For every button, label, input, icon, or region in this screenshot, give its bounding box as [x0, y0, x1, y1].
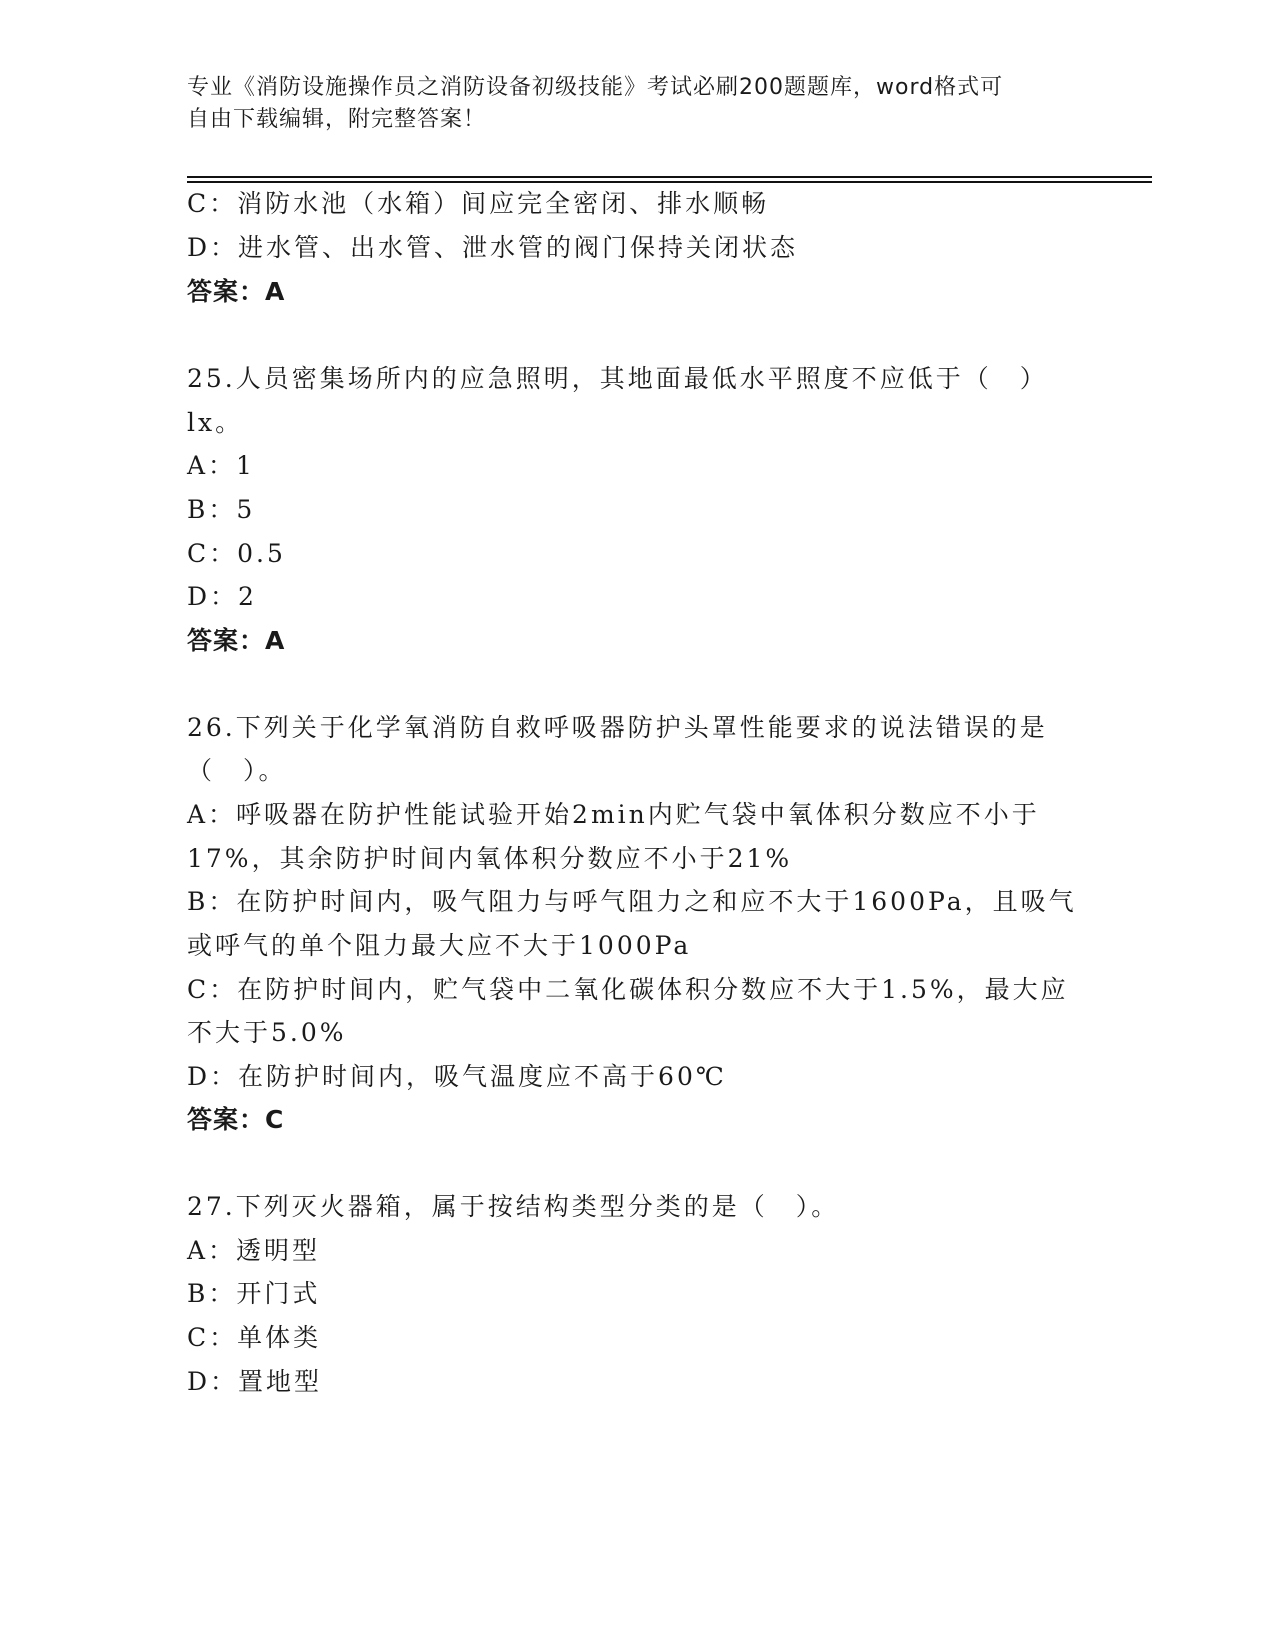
question-stem: 27.下列灭火器箱，属于按结构类型分类的是（ ）。: [187, 1192, 840, 1221]
option-d: D：进水管、出水管、泄水管的阀门保持关闭状态: [187, 233, 799, 262]
header-title-line-2: 自由下载编辑，附完整答案！: [187, 107, 487, 132]
answer-text: 答案：C: [187, 1105, 285, 1134]
answer-text: 答案：A: [187, 277, 286, 306]
question-stem: 25.人员密集场所内的应急照明，其地面最低水平照度不应低于（ ）: [187, 364, 1048, 393]
question-stem-continued: lx。: [187, 408, 244, 437]
option-c: C：0.5: [187, 539, 286, 568]
option-b: B：5: [187, 495, 256, 524]
option-a: A：1: [187, 451, 255, 480]
option-c: C：单体类: [187, 1323, 322, 1352]
option-c: C：消防水池（水箱）间应完全密闭、排水顺畅: [187, 189, 770, 218]
option-b: B：开门式: [187, 1279, 321, 1308]
option-d: D：在防护时间内，吸气温度应不高于60℃: [187, 1062, 727, 1091]
option-d: D：2: [187, 582, 257, 611]
question-stem-continued: （ ）。: [187, 756, 287, 785]
document-header: [187, 72, 1067, 136]
option-c: C：在防护时间内，贮气袋中二氧化碳体积分数应不大于1.5%，最大应: [187, 975, 1069, 1004]
option-b: B：在防护时间内，吸气阻力与呼气阻力之和应不大于1600Pa，且吸气: [187, 887, 1077, 916]
question-stem: 26.下列关于化学氧消防自救呼吸器防护头罩性能要求的说法错误的是: [187, 713, 1048, 742]
header-divider-top: [187, 176, 1152, 178]
option-a-continued: 17%，其余防护时间内氧体积分数应不小于21%: [187, 844, 793, 873]
header-divider-bottom: [187, 181, 1152, 183]
option-d: D：置地型: [187, 1367, 323, 1396]
option-c-continued: 不大于5.0%: [187, 1018, 347, 1047]
answer-text: 答案：A: [187, 626, 286, 655]
header-title-line-1: 专业《消防设施操作员之消防设备初级技能》考试必刷200题题库，word格式可: [187, 75, 1004, 100]
option-b-continued: 或呼气的单个阻力最大应不大于1000Pa: [187, 931, 692, 960]
option-a: A：呼吸器在防护性能试验开始2min内贮气袋中氧体积分数应不小于: [187, 800, 1040, 829]
option-a: A：透明型: [187, 1236, 321, 1265]
